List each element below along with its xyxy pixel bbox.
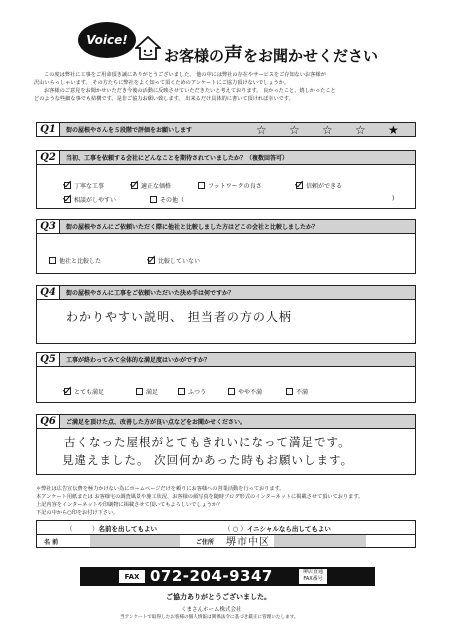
option-label: 丁寧な工事 <box>74 183 105 190</box>
fax-label: FAX <box>119 570 145 583</box>
option-label: 他社と比較した <box>59 258 102 265</box>
company-name: くまさんホーム株式会社 <box>181 607 242 613</box>
house-icon <box>135 36 161 60</box>
footer-note: 下記の中から○印をお付け下さい。 <box>36 510 119 516</box>
fax-side-top: 堺店直通 <box>302 569 323 575</box>
fax-side-bottom: FAX番号 <box>303 576 323 582</box>
q3-text: 街の屋根やさんにご依頼いただく際に他社と比較しました方はどこの会社と比較しましたか？ <box>66 224 319 231</box>
address-handwritten[interactable]: 堺市中区 <box>226 537 270 548</box>
page-title <box>164 40 378 67</box>
checkbox[interactable] <box>49 257 56 264</box>
title-prefix: お客様の <box>164 47 225 65</box>
checkbox[interactable] <box>131 182 138 189</box>
q2-option[interactable] <box>64 195 116 204</box>
checkbox[interactable] <box>64 196 71 203</box>
checkbox[interactable] <box>178 388 185 395</box>
footer-note: ＊弊社は広告宣伝費を極力かけない為にホームページだけを頼りにお客様への営業活動を行っております。 <box>36 486 285 492</box>
checkbox[interactable] <box>286 388 293 395</box>
footer-notes <box>36 485 363 517</box>
consent-option-initial[interactable]: （ ○ ）イニシャルなら出してもよい <box>224 525 331 533</box>
checkbox[interactable] <box>228 388 235 395</box>
intro-line: どのような些細な事でも結構です。是非ご協力お願い致します。 出来るだけ具体的に書いて頂ければ幸いです。 <box>34 96 294 102</box>
option-label: 比較していない <box>158 258 201 265</box>
fax-side-label <box>299 569 327 584</box>
q4-text: 街の屋根やさんに工事をご依頼いただいた決め手は何ですか？ <box>66 290 235 297</box>
q3-number: Q3 <box>37 220 60 233</box>
name-redacted <box>90 535 180 547</box>
q2-option[interactable] <box>296 181 342 190</box>
q5-option[interactable] <box>178 387 206 396</box>
q5-answer-box <box>36 367 416 403</box>
option-label: 満足 <box>146 389 159 396</box>
name-label: 名 前 <box>44 539 59 546</box>
q1-text: 街の屋根やさんを５段階で評価をお願いします <box>66 127 193 134</box>
rating-star-icon[interactable]: ☆ <box>322 123 333 137</box>
q5-text: 工事が終わってみて全体的な満足度はいかがですか？ <box>66 357 210 364</box>
thanks-text: ご協力ありがとうございました。 <box>166 593 271 601</box>
q3-option[interactable] <box>49 256 101 265</box>
q1-number: Q1 <box>37 123 60 136</box>
q5-bar <box>36 352 416 367</box>
q2-option[interactable] <box>198 181 262 190</box>
title-emphasis: 声 <box>224 44 244 66</box>
q5-option[interactable] <box>228 387 262 396</box>
option-label: 相談がしやすい <box>74 197 117 204</box>
q6-handwritten-line[interactable]: 見違えました。 次回何かあった時もお願いします。 <box>62 453 354 467</box>
option-label: 不満 <box>296 389 309 396</box>
address-redacted <box>274 535 366 547</box>
checkbox[interactable] <box>198 182 205 189</box>
rating-star-icon[interactable]: ☆ <box>289 123 300 137</box>
consent-option-name-label: 名前を出してもよい <box>98 525 157 533</box>
rating-star-icon[interactable]: ☆ <box>256 123 267 137</box>
option-label: 信頼ができる <box>306 183 343 190</box>
option-label: その他（ <box>160 197 185 204</box>
q3-answer-box <box>36 234 416 274</box>
q4-bar <box>36 285 416 300</box>
footer-note: 本アンケート用紙または お客様宅の調査風景や施工状況、お客様の顔写真を随時ブログ形式のインターネットに掲載させて頂いております。 <box>36 494 364 500</box>
q4-number: Q4 <box>37 286 60 299</box>
q3-option[interactable] <box>148 256 200 265</box>
footer-note: 上記内容をインターネットや印刷物に掲載させて頂いてもよろしいでしょうか？ <box>36 502 223 508</box>
intro-text <box>34 71 336 103</box>
option-label: 適正な価格 <box>141 183 172 190</box>
option-label: とても満足 <box>74 389 105 396</box>
checkbox[interactable] <box>296 182 303 189</box>
q6-handwritten-line[interactable]: 古くなった屋根がとてもきれいになって満足です。 <box>64 435 351 449</box>
checkbox[interactable] <box>150 196 157 203</box>
q2-text: 当初、工事を依頼する会社にどんなことを期待されていましたか？（複数回答可） <box>66 155 289 162</box>
q5-number: Q5 <box>37 353 60 366</box>
title-suffix: をお聞かせください <box>243 47 379 65</box>
consent-option-initial-label: イニシャルなら出してもよい <box>246 525 331 533</box>
q5-option[interactable] <box>286 387 308 396</box>
q2-option[interactable] <box>64 181 104 190</box>
q2-option[interactable] <box>150 195 184 204</box>
rating-star-icon[interactable]: ☆ <box>355 123 366 137</box>
checkbox[interactable] <box>64 388 71 395</box>
voice-badge <box>78 22 136 58</box>
q2-number: Q2 <box>37 151 60 164</box>
q5-option[interactable] <box>136 387 158 396</box>
q5-option[interactable] <box>64 387 104 396</box>
intro-line: 沢山いらっしゃいます。 その方たちに弊社をよく知って頂くためのアンケートにご協力頂けないでしょうか。 <box>34 80 290 86</box>
option-label: ふつう <box>188 389 207 396</box>
q2-bar <box>36 150 416 165</box>
q2-other-close: ) <box>392 195 395 202</box>
privacy-note: 当アンケートで取得したお客様の個人情報は関係法令に基づき厳正に管理いたします。 <box>120 615 299 620</box>
intro-line: この度は弊社に工事をご用命頂き誠にありがとうございました。 他の中には弊社の存在やサービスをご存知ないお客様が <box>44 72 326 78</box>
checkbox[interactable] <box>64 182 71 189</box>
checkbox[interactable] <box>136 388 143 395</box>
q6-text: ご満足を頂けた点、改善した方が良い点などをお聞かせください。 <box>66 419 247 426</box>
address-label: ご住所 <box>196 539 215 546</box>
intro-line: お客様のご意見をお聞かせいただき今後の活動に反映させていただきたいと考えております。 良かったこと、嬉しかったこと <box>44 88 336 94</box>
q3-bar <box>36 219 416 234</box>
q6-number: Q6 <box>37 415 60 428</box>
checkbox[interactable] <box>148 257 155 264</box>
option-label: やや不満 <box>238 389 263 396</box>
consent-option-name[interactable]: （ ）名前を出してもよい <box>66 525 157 533</box>
fax-number[interactable]: 072-204-9347 <box>150 567 273 585</box>
voice-badge-text: Voice! <box>86 33 128 47</box>
q4-handwritten-answer[interactable]: わかりやすい説明、 担当者の方の人柄 <box>66 310 292 324</box>
q6-bar <box>36 414 416 429</box>
rating-star-selected-icon[interactable]: ★ <box>388 123 399 137</box>
q2-option[interactable] <box>131 181 171 190</box>
option-label: フットワークの良さ <box>208 183 262 190</box>
